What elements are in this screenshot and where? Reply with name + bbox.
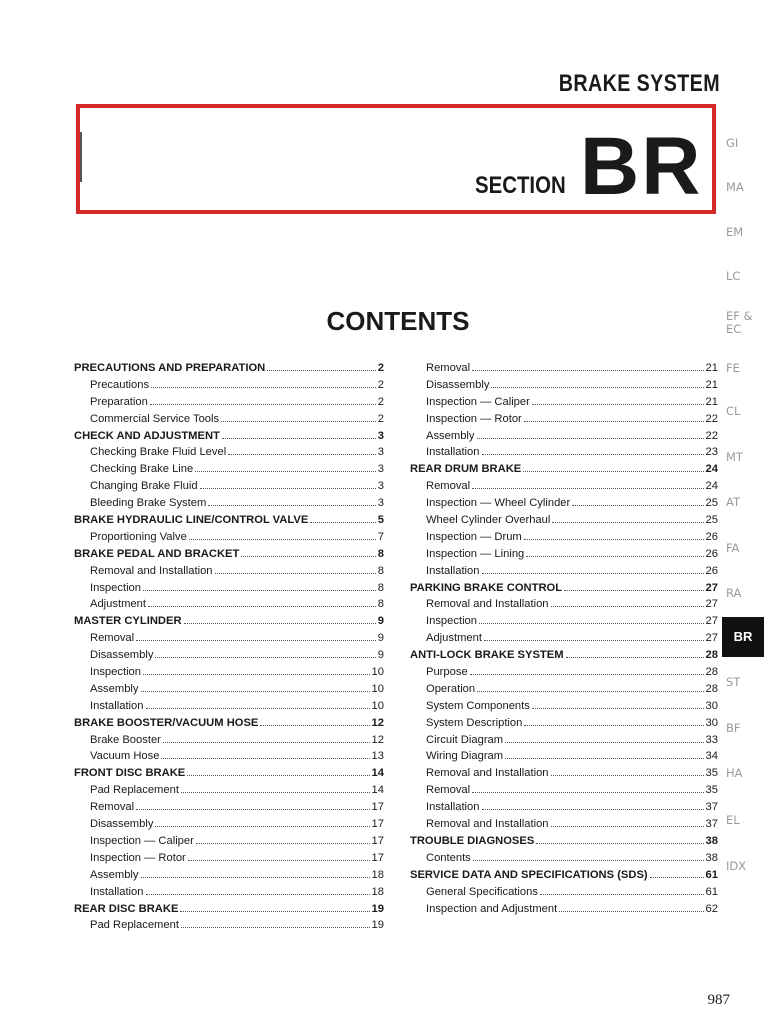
toc-entry[interactable]: [74, 461, 384, 478]
dot-leader: [523, 461, 703, 472]
dot-leader: [540, 884, 704, 895]
toc-entry[interactable]: [74, 748, 384, 765]
section-tab-fa[interactable]: FA: [726, 541, 740, 555]
dot-leader: [163, 732, 370, 743]
toc-entry-page: 19: [371, 902, 384, 915]
toc-entry-label: REAR DISC BRAKE: [74, 902, 179, 915]
dot-leader: [161, 748, 369, 759]
dot-leader: [141, 681, 370, 692]
toc-entry-page: 17: [371, 851, 384, 864]
section-tab-em[interactable]: EM: [726, 225, 744, 239]
dot-leader: [477, 681, 703, 692]
toc-entry-page: 38: [705, 851, 718, 864]
toc-entry-label: Installation: [426, 564, 480, 577]
toc-entry-label: Vacuum Hose: [90, 750, 160, 763]
toc-entry-label: Inspection — Drum: [426, 530, 522, 543]
toc-entry-label: Removal: [426, 362, 471, 374]
toc-entry[interactable]: [410, 613, 718, 630]
toc-entry-label: Removal and Installation: [426, 818, 549, 831]
section-tab-idx[interactable]: IDX: [726, 859, 747, 873]
toc-entry-page: 37: [705, 801, 718, 814]
page-number: 987: [707, 992, 730, 1008]
toc-section-entry[interactable]: [410, 461, 718, 478]
margin-mark: [80, 132, 82, 182]
toc-section-entry[interactable]: [410, 833, 718, 850]
dot-leader: [222, 428, 376, 439]
contents-heading: CONTENTS: [326, 306, 470, 336]
toc-entry-label: Inspection — Caliper: [426, 395, 530, 408]
toc-entry-page: 3: [377, 497, 384, 510]
toc-entry[interactable]: [410, 444, 718, 461]
toc-entry-page: 27: [705, 615, 718, 628]
toc-entry[interactable]: [74, 377, 384, 394]
toc-entry[interactable]: [410, 715, 718, 732]
toc-section-entry[interactable]: [74, 428, 384, 445]
toc-section-entry[interactable]: [410, 580, 718, 597]
toc-entry-page: 25: [705, 514, 718, 527]
dot-leader: [310, 512, 375, 523]
toc-entry-label: Wiring Diagram: [426, 750, 504, 763]
toc-entry-page: 2: [377, 412, 384, 425]
toc-entry-label: Operation: [426, 682, 476, 695]
toc-entry-page: 14: [371, 784, 384, 797]
dot-leader: [526, 546, 703, 557]
toc-entry-label: Pad Replacement: [90, 784, 179, 797]
toc-entry-label: CHECK AND ADJUSTMENT: [74, 429, 220, 442]
toc-entry-label: Brake Booster: [90, 733, 161, 746]
toc-entry-page: 28: [705, 682, 718, 695]
dot-leader: [472, 782, 703, 793]
toc-entry-label: Proportioning Valve: [90, 530, 187, 543]
toc-entry-page: 17: [371, 818, 384, 831]
toc-entry-label: Installation: [90, 699, 144, 712]
toc-entry-page: 30: [705, 716, 718, 729]
dot-leader: [143, 580, 376, 591]
toc-entry-page: 30: [705, 699, 718, 712]
toc-entry[interactable]: [74, 664, 384, 681]
toc-entry-label: Removal and Installation: [426, 767, 549, 780]
toc-entry[interactable]: [74, 478, 384, 495]
dot-leader: [228, 444, 376, 455]
toc-entry[interactable]: [410, 546, 718, 563]
toc-section-entry[interactable]: [410, 867, 718, 884]
toc-entry-label: TROUBLE DIAGNOSES: [410, 834, 535, 847]
toc-section-entry[interactable]: [74, 715, 384, 732]
toc-entry[interactable]: [410, 816, 718, 833]
toc-entry-page: 24: [705, 480, 718, 493]
toc-entry-page: 2: [377, 362, 384, 374]
toc-entry[interactable]: [74, 816, 384, 833]
toc-entry[interactable]: [410, 782, 718, 799]
toc-entry[interactable]: [410, 512, 718, 529]
toc-entry-label: ANTI-LOCK BRAKE SYSTEM: [410, 649, 564, 662]
dot-leader: [484, 630, 704, 641]
toc-entry-label: Disassembly: [426, 378, 490, 391]
toc-entry-label: Disassembly: [90, 649, 154, 662]
toc-entry-label: Installation: [90, 885, 144, 898]
dot-leader: [151, 377, 376, 388]
toc-entry[interactable]: [74, 884, 384, 901]
toc-entry[interactable]: [74, 647, 384, 664]
toc-entry-page: 14: [371, 767, 384, 780]
toc-entry-label: Removal and Installation: [426, 598, 549, 611]
toc-section-entry[interactable]: [410, 647, 718, 664]
toc-entry-page: 26: [705, 564, 718, 577]
toc-entry-page: 12: [371, 716, 384, 729]
toc-entry-label: Inspection — Caliper: [90, 834, 194, 847]
toc-entry-page: 25: [705, 497, 718, 510]
dot-leader: [572, 495, 703, 506]
dot-leader: [267, 360, 376, 371]
dot-leader: [552, 512, 703, 523]
dot-leader: [148, 596, 376, 607]
toc-entry-page: 9: [377, 615, 384, 628]
dot-leader: [482, 563, 704, 574]
toc-entry-label: Inspection: [90, 581, 141, 594]
toc-entry-label: General Specifications: [426, 885, 538, 898]
toc-entry-label: Adjustment: [90, 598, 146, 611]
toc-entry[interactable]: [410, 901, 718, 918]
toc-entry[interactable]: [74, 394, 384, 411]
dot-leader: [477, 428, 704, 439]
toc-entry-page: 5: [377, 514, 384, 527]
toc-entry-page: 9: [377, 632, 384, 645]
toc-entry-label: Removal: [426, 480, 471, 493]
toc-entry[interactable]: [74, 850, 384, 867]
dot-leader: [188, 850, 370, 861]
toc-entry-page: 8: [377, 581, 384, 594]
toc-entry-label: Commercial Service Tools: [90, 412, 220, 425]
dot-leader: [551, 816, 704, 827]
toc-entry[interactable]: [74, 799, 384, 816]
toc-entry[interactable]: [410, 748, 718, 765]
toc-entry-label: Precautions: [90, 378, 150, 391]
toc-entry[interactable]: [410, 732, 718, 749]
toc-entry-label: Inspection: [90, 666, 141, 679]
toc-entry[interactable]: [74, 495, 384, 512]
toc-entry-label: Checking Brake Fluid Level: [90, 446, 227, 459]
toc-entry-label: Assembly: [90, 868, 139, 881]
toc-entry-page: 8: [377, 598, 384, 611]
section-tab-lc[interactable]: LC: [726, 269, 741, 283]
toc-entry-page: 13: [371, 750, 384, 763]
toc-right-column: [410, 360, 718, 917]
toc-entry-label: Inspection — Rotor: [426, 412, 522, 425]
toc-section-entry[interactable]: [74, 901, 384, 918]
toc-entry[interactable]: [410, 850, 718, 867]
dot-leader: [241, 546, 375, 557]
toc-entry[interactable]: [74, 698, 384, 715]
dot-leader: [146, 698, 370, 709]
toc-entry-page: 21: [705, 395, 718, 408]
section-tab-at[interactable]: AT: [726, 495, 740, 509]
section-tab-ef-ec[interactable]: EF & EC: [726, 309, 753, 336]
dot-leader: [195, 461, 376, 472]
dot-leader: [184, 613, 376, 624]
toc-entry-label: Inspection: [426, 615, 477, 628]
toc-entry-page: 9: [377, 649, 384, 662]
toc-entry-label: Removal: [90, 632, 135, 645]
toc-entry-page: 10: [371, 699, 384, 712]
toc-entry[interactable]: [410, 799, 718, 816]
toc-entry-page: 28: [705, 649, 718, 662]
toc-entry-label: Inspection — Rotor: [90, 851, 186, 864]
toc-entry-page: 3: [377, 480, 384, 493]
toc-entry[interactable]: [74, 580, 384, 597]
dot-leader: [155, 816, 369, 827]
toc-entry-label: Disassembly: [90, 818, 154, 831]
dot-leader: [189, 529, 376, 540]
dot-leader: [482, 799, 704, 810]
toc-entry-label: Assembly: [90, 682, 139, 695]
toc-entry-page: 27: [705, 632, 718, 645]
toc-entry-page: 19: [371, 919, 384, 932]
dot-leader: [200, 478, 376, 489]
toc-entry-page: 23: [705, 446, 718, 459]
dot-leader: [482, 444, 704, 455]
toc-entry-label: System Description: [426, 716, 523, 729]
section-label: SECTION: [475, 172, 566, 199]
toc-entry-page: 3: [377, 429, 384, 442]
dot-leader: [505, 732, 703, 743]
toc-entry-label: Purpose: [426, 666, 468, 679]
dot-leader: [141, 867, 370, 878]
dot-leader: [181, 782, 370, 793]
toc-entry-page: 26: [705, 547, 718, 560]
toc-section-entry[interactable]: [74, 613, 384, 630]
section-tab-bf[interactable]: BF: [726, 721, 741, 735]
toc-entry-page: 62: [705, 902, 718, 915]
dot-leader: [564, 580, 703, 591]
toc-entry[interactable]: [74, 444, 384, 461]
toc-entry-label: Inspection — Lining: [426, 547, 525, 560]
toc-entry-label: Inspection and Adjustment: [426, 902, 558, 915]
dot-leader: [260, 715, 369, 726]
document-title: BRAKE SYSTEM: [558, 70, 720, 97]
section-tab-gi[interactable]: GI: [726, 136, 739, 150]
toc-section-entry[interactable]: [74, 765, 384, 782]
toc-entry-label: MASTER CYLINDER: [74, 615, 182, 628]
toc-entry[interactable]: [410, 495, 718, 512]
toc-section-entry[interactable]: [74, 360, 384, 377]
toc-entry[interactable]: [74, 630, 384, 647]
toc-entry-label: Checking Brake Line: [90, 463, 194, 476]
dot-leader: [181, 917, 370, 928]
dot-leader: [208, 495, 375, 506]
dot-leader: [146, 884, 370, 895]
toc-entry-label: System Components: [426, 699, 530, 712]
toc-entry-label: SERVICE DATA AND SPECIFICATIONS (SDS): [410, 868, 648, 881]
toc-entry-page: 21: [705, 362, 718, 374]
dot-leader: [187, 765, 369, 776]
toc-entry-page: 27: [705, 581, 718, 594]
toc-entry-page: 26: [705, 530, 718, 543]
toc-entry-page: 2: [377, 395, 384, 408]
dot-leader: [551, 596, 704, 607]
toc-entry[interactable]: [410, 411, 718, 428]
toc-entry-label: Adjustment: [426, 632, 482, 645]
dot-leader: [143, 664, 370, 675]
toc-entry-label: Pad Replacement: [90, 919, 179, 932]
section-tab-br[interactable]: BR: [722, 617, 764, 657]
section-tab-ra[interactable]: RA: [726, 586, 742, 600]
dot-leader: [221, 411, 376, 422]
dot-leader: [215, 563, 376, 574]
dot-leader: [136, 630, 376, 641]
toc-entry[interactable]: [410, 377, 718, 394]
toc-entry-label: Inspection — Wheel Cylinder: [426, 497, 571, 510]
dot-leader: [532, 698, 704, 709]
toc-entry-label: FRONT DISC BRAKE: [74, 767, 186, 780]
toc-entry[interactable]: [410, 884, 718, 901]
toc-entry-page: 17: [371, 834, 384, 847]
toc-entry-page: 17: [371, 801, 384, 814]
toc-entry[interactable]: [74, 833, 384, 850]
dot-leader: [505, 748, 703, 759]
toc-entry[interactable]: [74, 563, 384, 580]
toc-entry-label: Contents: [426, 851, 471, 864]
dot-leader: [136, 799, 369, 810]
toc-entry[interactable]: [410, 698, 718, 715]
toc-entry-label: Preparation: [90, 395, 148, 408]
toc-entry-label: Wheel Cylinder Overhaul: [426, 514, 551, 527]
section-tab-ha[interactable]: HA: [726, 766, 743, 780]
section-tab-el[interactable]: EL: [726, 813, 740, 827]
toc-entry-page: 22: [705, 429, 718, 442]
dot-leader: [559, 901, 703, 912]
toc-entry[interactable]: [410, 428, 718, 445]
toc-entry[interactable]: [74, 867, 384, 884]
dot-leader: [479, 613, 704, 624]
toc-entry[interactable]: [410, 596, 718, 613]
toc-entry-page: 38: [705, 834, 718, 847]
toc-section-entry[interactable]: [74, 546, 384, 563]
toc-entry[interactable]: [410, 394, 718, 411]
section-tab-ma[interactable]: MA: [726, 180, 744, 194]
dot-leader: [155, 647, 375, 658]
toc-entry-label: Installation: [426, 801, 480, 814]
toc-entry-label: BRAKE PEDAL AND BRACKET: [74, 547, 240, 560]
toc-entry-label: Installation: [426, 446, 480, 459]
dot-leader: [532, 394, 704, 405]
toc-entry-label: BRAKE HYDRAULIC LINE/CONTROL VALVE: [74, 514, 309, 527]
toc-entry[interactable]: [410, 529, 718, 546]
dot-leader: [470, 664, 704, 675]
section-tab-cl[interactable]: CL: [726, 404, 741, 418]
dot-leader: [524, 529, 704, 540]
toc-entry-label: Removal: [426, 784, 471, 797]
toc-entry-page: 22: [705, 412, 718, 425]
dot-leader: [536, 833, 703, 844]
toc-entry-page: 18: [371, 868, 384, 881]
toc-entry-page: 10: [371, 666, 384, 679]
toc-entry[interactable]: [410, 478, 718, 495]
toc-entry-label: Removal: [90, 801, 135, 814]
dot-leader: [180, 901, 369, 912]
toc-entry-label: Assembly: [426, 429, 475, 442]
toc-entry-label: PARKING BRAKE CONTROL: [410, 581, 563, 594]
toc-entry-page: 61: [705, 868, 718, 881]
toc-entry-page: 3: [377, 463, 384, 476]
toc-entry-page: 33: [705, 733, 718, 746]
toc-entry-label: Circuit Diagram: [426, 733, 504, 746]
toc-entry[interactable]: [74, 732, 384, 749]
toc-entry-page: 3: [377, 446, 384, 459]
toc-entry-label: Changing Brake Fluid: [90, 480, 198, 493]
toc-entry[interactable]: [74, 681, 384, 698]
toc-entry-label: REAR DRUM BRAKE: [410, 463, 522, 476]
toc-entry-page: 21: [705, 378, 718, 391]
toc-entry[interactable]: [74, 917, 384, 934]
section-tab-st[interactable]: ST: [726, 675, 741, 689]
toc-entry[interactable]: [410, 563, 718, 580]
toc-entry-page: 37: [705, 818, 718, 831]
toc-entry-page: 24: [705, 463, 718, 476]
toc-entry-page: 61: [705, 885, 718, 898]
dot-leader: [524, 715, 703, 726]
toc-entry[interactable]: [410, 630, 718, 647]
toc-section-entry[interactable]: [74, 512, 384, 529]
toc-entry[interactable]: [410, 681, 718, 698]
toc-entry-page: 28: [705, 666, 718, 679]
toc-entry-page: 35: [705, 784, 718, 797]
toc-entry-label: Bleeding Brake System: [90, 497, 207, 510]
toc-entry[interactable]: [410, 664, 718, 681]
toc-entry-page: 12: [371, 733, 384, 746]
toc-entry[interactable]: [74, 596, 384, 613]
toc-entry-label: BRAKE BOOSTER/VACUUM HOSE: [74, 716, 259, 729]
toc-entry-page: 8: [377, 564, 384, 577]
toc-entry-label: PRECAUTIONS AND PREPARATION: [74, 362, 266, 374]
toc-entry-page: 10: [371, 682, 384, 695]
section-tab-mt[interactable]: MT: [726, 450, 743, 464]
dot-leader: [472, 360, 703, 371]
toc-entry[interactable]: [410, 360, 718, 377]
toc-entry-label: Removal and Installation: [90, 564, 213, 577]
dot-leader: [524, 411, 704, 422]
dot-leader: [566, 647, 704, 658]
toc-entry-page: 7: [377, 530, 384, 543]
toc-entry-page: 18: [371, 885, 384, 898]
dot-leader: [650, 867, 704, 878]
section-tab-fe[interactable]: FE: [726, 361, 740, 375]
dot-leader: [491, 377, 703, 388]
dot-leader: [196, 833, 370, 844]
toc-entry-page: 8: [377, 547, 384, 560]
toc-entry[interactable]: [410, 765, 718, 782]
toc-entry-page: 27: [705, 598, 718, 611]
section-code: BR: [580, 121, 703, 212]
dot-leader: [472, 478, 703, 489]
toc-entry[interactable]: [74, 411, 384, 428]
toc-entry-page: 2: [377, 378, 384, 391]
toc-entry[interactable]: [74, 782, 384, 799]
dot-leader: [150, 394, 376, 405]
toc-left-column: [74, 360, 384, 934]
toc-entry-page: 35: [705, 767, 718, 780]
toc-entry-page: 34: [705, 750, 718, 763]
toc-entry[interactable]: [74, 529, 384, 546]
dot-leader: [473, 850, 704, 861]
dot-leader: [551, 765, 704, 776]
